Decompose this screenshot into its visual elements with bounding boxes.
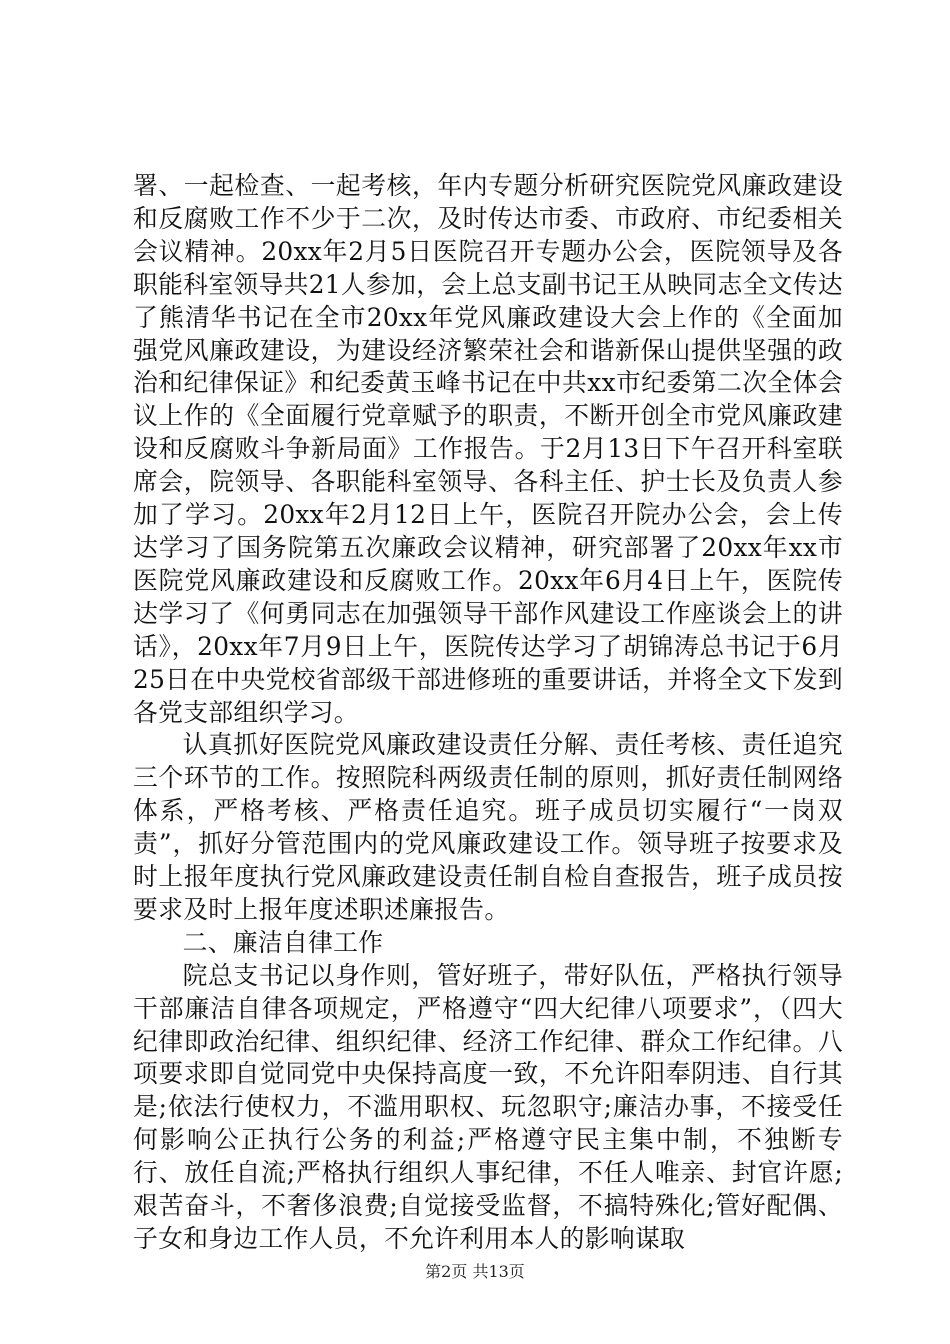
page-footer [0,1262,950,1282]
paragraph-self-discipline: 院总支书记以身作则，管好班子，带好队伍，严格执行领导干部廉洁自律各项规定，严格遵守“四大纪律八项要求”，（四大纪律即政治纪律、组织纪律、经济工作纪律、群众工作纪律。八项要求即自觉同党中央保持高度一致，不允许阳奉阴违、自行其是;依法行使权力，不滥用职权、玩忽职守;廉洁办事，不接受任何影响公正执行公务的利益;严格遵守民主集中制，不独断专行、放任自流;严格执行组织人事纪律，不任人唯亲、封官许愿;艰苦奋斗，不奢侈浪费;自觉接受监督，不搞特殊化;管好配偶、子女和身边工作人员，不允许利用本人的影响谋取 [133,960,843,1253]
document-body [133,170,843,1256]
section-heading-self-discipline: 二、廉洁自律工作 [182,927,384,957]
paragraph-meeting-records: 署、一起检查、一起考核，年内专题分析研究医院党风廉政建设和反腐败工作不少于二次，及时传达市委、市政府、市纪委相关会议精神。20xx年2月5日医院召开专题办公会，医院领导及各职能科室领导共21人参加，会上总支副书记王从映同志全文传达了熊清华书记在全市20xx年党风廉政建设大会上作的《全面加强党风廉政建设，为建设经济繁荣社会和谐新保山提供坚强的政治和纪律保证》和纪委黄玉峰书记在中共xx市纪委第二次全体会议上作的《全面履行党章赋予的职责，不断开创全市党风廉政建设和反腐败斗争新局面》工作报告。于2月13日下午召开科室联席会，院领导、各职能科室领导、各科主任、护士长及负责人参加了学习。20xx年2月12日上午，医院召开院办公会，会上传达学习了国务院第五次廉政会议精神，研究部署了20xx年xx市医院党风廉政建设和反腐败工作。20xx年6月4日上午，医院传达学习了《何勇同志在加强领导干部作风建设工作座谈会上的讲话》，20xx年7月9日上午，医院传达学习了胡锦涛总书记于6月25日在中央党校省部级干部进修班的重要讲话，并将全文下发到各党支部组织学习。 [133,171,843,727]
paragraph-responsibility-system: 认真抓好医院党风廉政建设责任分解、责任考核、责任追究三个环节的工作。按照院科两级责任制的原则，抓好责任制网络体系，严格考核、严格责任追究。班子成员切实履行“一岗双责”，抓好分管范围内的党风廉政建设工作。领导班子按要求及时上报年度执行党风廉政建设责任制自检自查报告，班子成员按要求及时上报年度述职述廉报告。 [133,730,843,924]
page-number-label: 第2页 共13页 [425,1262,525,1281]
